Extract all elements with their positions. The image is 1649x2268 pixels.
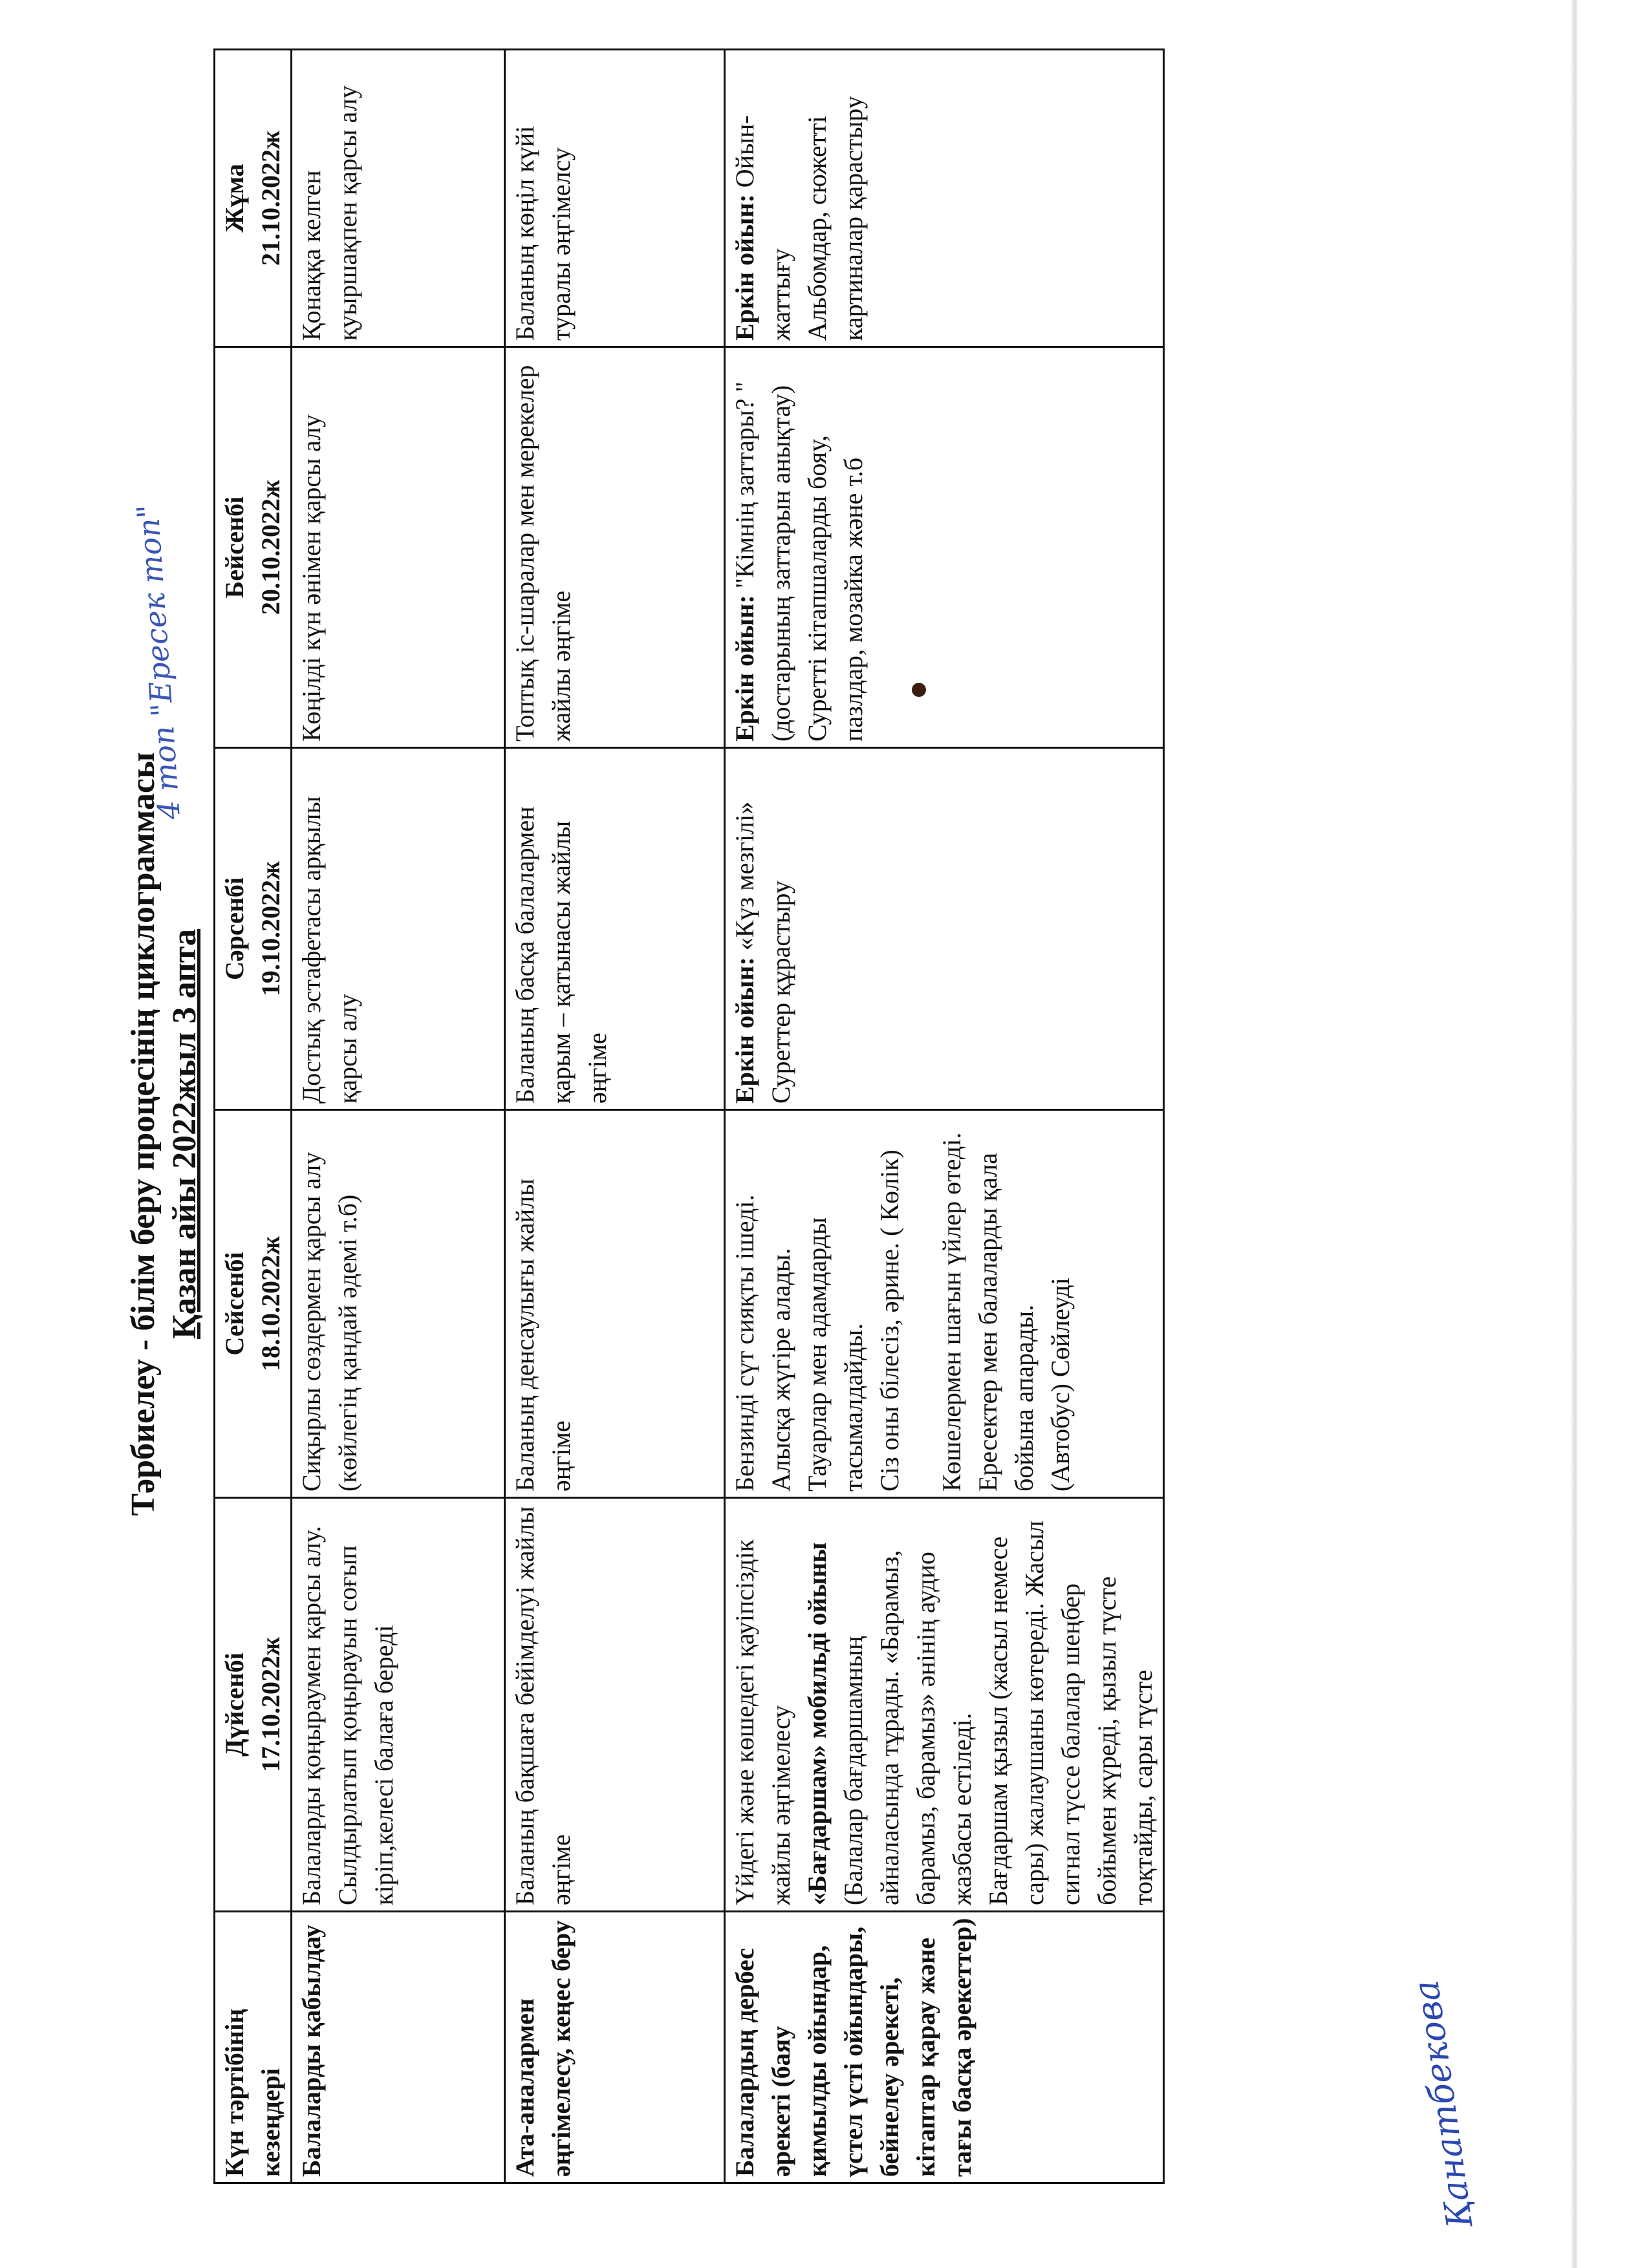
day-name: Дүйсенбі — [220, 1653, 249, 1757]
table-row — [725, 50, 1164, 2183]
stage-cell: Ата-аналармен әңгімелесу, кеңес беру — [505, 1912, 725, 2183]
day-name: Бейсенбі — [220, 496, 249, 599]
day-date: 20.10.2022ж — [256, 480, 285, 615]
cell-text: Альбомдар, сюжетті картиналар қарастыру — [803, 96, 868, 341]
cyclogram-table — [213, 48, 1165, 2184]
cell-text: Суретті кітапшаларды бояу, пазлдар, мозайка және т.б — [803, 435, 868, 742]
scan-edge-shadow — [1571, 0, 1577, 2268]
table-cell — [725, 347, 1164, 748]
table-cell: Қонаққа келген қуыршақпен қарсы алу — [292, 50, 505, 347]
cell-text: "Кімнің заттары? " (достарының заттарын анықтау) — [730, 381, 795, 742]
table-cell — [725, 50, 1164, 347]
ink-spot — [912, 683, 926, 697]
table-cell — [725, 748, 1164, 1110]
cell-text: Ересектер мен балаларды қала бойына апарады. — [973, 1153, 1039, 1492]
cell-text: Сіз оны білесіз, әрине. ( Көлік) — [875, 1150, 904, 1492]
stage-cell: Балаларды қабылдау — [292, 1912, 505, 2183]
day-date: 17.10.2022ж — [256, 1637, 285, 1773]
table-cell — [725, 1110, 1164, 1498]
table-cell: Топтық іс-шаралар мен мерекелер жайлы әңгіме — [505, 347, 725, 748]
day-header-wednesday — [215, 748, 292, 1110]
free-play-label: Еркін ойын: — [730, 194, 759, 341]
cell-game-title: «Бағдаршам» мобильді ойыны — [803, 1542, 832, 1905]
handwritten-group-note: 4 топ "Ересек топ" — [130, 503, 187, 821]
header-row — [215, 50, 292, 2183]
cell-text: Бензинді сүт сияқты ішеді. — [730, 1194, 759, 1492]
cell-text: (Автобус) Сөйлеуді — [1046, 1278, 1075, 1492]
day-header-monday — [215, 1498, 292, 1912]
table-cell: Баланың көңіл күйі туралы әңгімелсу — [505, 50, 725, 347]
day-header-friday — [215, 50, 292, 347]
cell-text — [727, 56, 799, 341]
stage-header: Күн тәртібінің кезеңдері — [215, 1912, 292, 2183]
cell-text: Тауарлар мен адамдарды тасымалдайды. — [803, 1217, 868, 1492]
handwritten-signature: Қанатбекова — [1405, 1978, 1481, 2231]
free-play-label: Еркін ойын: — [730, 595, 759, 742]
table-row — [292, 50, 505, 2183]
document-subtitle: Қазан айы 2022жыл 3 апта — [166, 928, 203, 1340]
table-cell: Достық эстафетасы арқылы қарсы алу — [292, 748, 505, 1110]
cell-text: Үйдегі және көшедегі қауіпсіздік жайлы әңгімелесу — [730, 1539, 795, 1905]
cell-text: (Балалар бағдаршамның айналасында тұрады. «Барамыз, барамыз, барамыз» әнінің аудио жазбасы естіледі. — [839, 1550, 976, 1905]
table-cell: Сиқырлы сөздермен қарсы алу (көйлегің қандай әдемі т.б) — [292, 1110, 505, 1498]
cell-text: Алысқа жүгіре алады. — [766, 1248, 795, 1492]
cell-text — [727, 754, 763, 1104]
day-name: Жұма — [220, 164, 249, 233]
cell-text — [727, 353, 799, 742]
day-date: 21.10.2022ж — [256, 131, 285, 266]
table-row — [505, 50, 725, 2183]
day-name: Сейсенбі — [220, 1252, 249, 1356]
cell-text: Ойын-жаттығу — [730, 115, 795, 341]
cell-text: Бағдаршам қызыл (жасыл немесе сары) жалаушаны көтереді. Жасыл сигнал түссе балалар шеңбер бойымен жүреді, қызыл түсте тоқтайды, сары түсте — [984, 1521, 1158, 1905]
table-cell: Баланың басқа балалармен қарым – қатынасы жайлы әңгіме — [505, 748, 725, 1110]
table-cell: Балаларды қоңыраумен қарсы алу. Сылдырлатып қоңырауын соғып кіріп,келесі балаға береді — [292, 1498, 505, 1912]
table-cell: Көңілді күн әнімен қарсы алу — [292, 347, 505, 748]
day-header-thursday — [215, 347, 292, 748]
cell-text: Суреттер құрастыру — [766, 881, 795, 1104]
cell-text: Көшелермен шағын үйлер өтеді. — [937, 1132, 966, 1492]
table-cell: Баланың денсаулығы жайлы әңгіме — [505, 1110, 725, 1498]
stage-cell: Балалардың дербес әрекеті (баяу қимылды ойындар, үстел үсті ойындары, бейнелеу әрекеті, кітаптар қарау және тағы басқа әрекеттер) — [725, 1912, 1164, 2183]
day-date: 19.10.2022ж — [256, 861, 285, 997]
free-play-label: Еркін ойын: — [730, 957, 759, 1104]
table-cell — [725, 1498, 1164, 1912]
cell-text: «Күз мезгілі» — [730, 801, 759, 957]
table-cell: Баланың бақшаға бейімделуі жайлы әңгіме — [505, 1498, 725, 1912]
spacer — [908, 1116, 934, 1492]
day-header-tuesday — [215, 1110, 292, 1498]
day-name: Сәрсенбі — [220, 877, 249, 981]
title-block — [123, 0, 206, 2268]
day-date: 18.10.2022ж — [256, 1236, 285, 1372]
document-title: Тәрбиелеу - білім беру процесінің циклограммасы — [125, 752, 162, 1516]
